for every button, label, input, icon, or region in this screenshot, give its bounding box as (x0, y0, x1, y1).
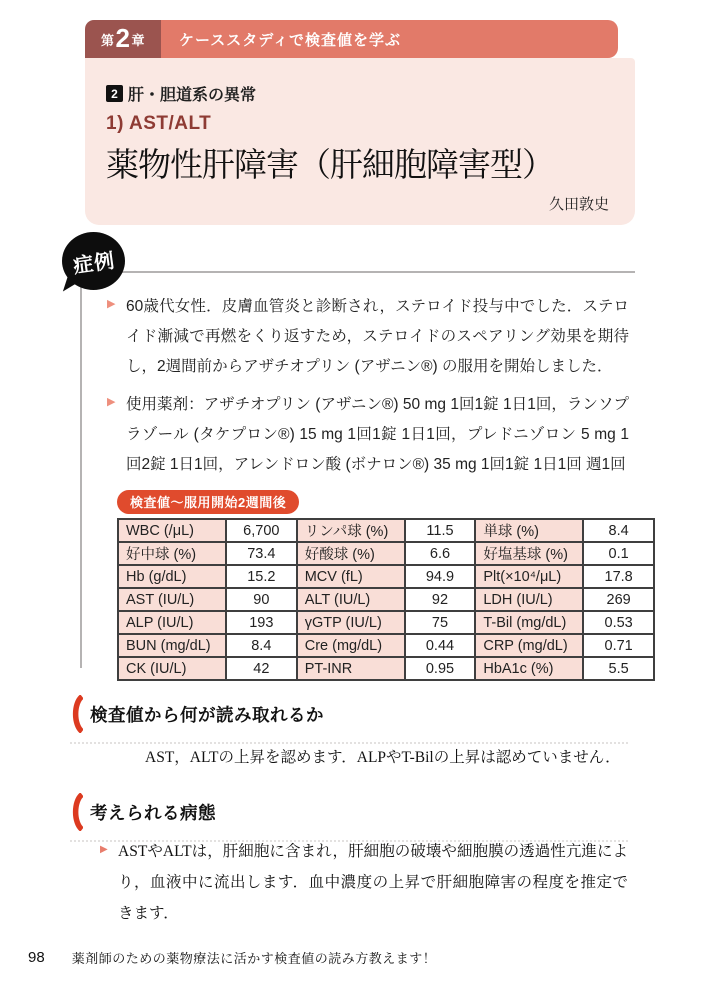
lab-test-value: 0.1 (583, 542, 654, 565)
case-bullet-list (107, 292, 629, 479)
page-footer (0, 948, 705, 967)
lab-test-name: CK (IU/L) (118, 657, 226, 680)
chapter-header-band (85, 20, 635, 58)
lab-table-body (118, 519, 654, 680)
lab-test-name: PT-INR (297, 657, 405, 680)
reading-section (70, 695, 628, 744)
lab-test-value: 0.44 (405, 634, 476, 657)
lab-test-name: Hb (g/dL) (118, 565, 226, 588)
pathology-bullet-list (100, 836, 628, 929)
subsection-title: 1) AST/ALT (106, 113, 212, 134)
case-badge-label: 症例 (71, 249, 117, 278)
lab-test-value: 92 (405, 588, 476, 611)
lab-test-name: BUN (mg/dL) (118, 634, 226, 657)
lab-table-row (118, 588, 654, 611)
case-bullet: ▶ 使用薬剤：アザチオプリン (アザニン®) 50 mg 1回1錠 1日1回，ランソプラゾール (タケプロン®) 15 mg 1回1錠 1日1回，プレドニゾロン 5 mg 1回2錠 1日1回，アレンドロン酸 (ボナロン®) 35 mg 1回1錠 1日1回 週1回 (107, 390, 629, 480)
lab-test-value: 15.2 (226, 565, 297, 588)
reading-section-header (70, 695, 628, 744)
pathology-section-header (70, 793, 628, 842)
chapter-number: 2 (115, 23, 131, 53)
lab-test-name: T-Bil (mg/dL) (475, 611, 583, 634)
case-bullet: ▶ 60歳代女性．皮膚血管炎と診断され，ステロイド投与中でした．ステロイド漸減で再燃をくり返すため，ステロイドのスペアリング効果を期待し，2週間前からアザチオプリン (アザニン®) の服用を開始しました． (107, 292, 629, 382)
lab-test-value: 73.4 (226, 542, 297, 565)
lab-table-row (118, 634, 654, 657)
book-title: 薬剤師のための薬物療法に活かす検査値の読み方教えます！ (71, 951, 437, 966)
lab-test-value: 0.53 (583, 611, 654, 634)
case-section (80, 271, 635, 677)
lab-test-name: γGTP (IU/L) (297, 611, 405, 634)
author-name: 久田敦史 (548, 197, 609, 213)
lab-test-value: 17.8 (583, 565, 654, 588)
lab-test-value: 0.71 (583, 634, 654, 657)
lab-test-name: MCV (fL) (297, 565, 405, 588)
lab-test-value: 90 (226, 588, 297, 611)
lab-test-name: 好塩基球 (%) (475, 542, 583, 565)
lab-test-value: 0.95 (405, 657, 476, 680)
lab-test-name: AST (IU/L) (118, 588, 226, 611)
lab-table-row (118, 657, 654, 680)
pathology-section-heading: 考えられる病態 (90, 802, 216, 823)
lab-values-badge: 検査値〜服用開始2週間後 (117, 490, 299, 514)
chapter-banner-title: ケーススタディで検査値を学ぶ (179, 31, 402, 49)
title-block (85, 58, 635, 225)
lab-test-name: WBC (/μL) (118, 519, 226, 542)
lab-values-table (117, 518, 655, 681)
pathology-bullet: ▶ ASTやALTは，肝細胞に含まれ，肝細胞の破壊や細胞膜の透過性亢進により，血液中に流出します．血中濃度の上昇で肝細胞障害の程度を推定できます． (100, 836, 628, 929)
lab-test-value: 8.4 (583, 519, 654, 542)
lab-test-value: 42 (226, 657, 297, 680)
page-number: 98 (28, 949, 45, 966)
page-title: 薬物性肝障害（肝細胞障害型） (106, 146, 554, 183)
chapter-prefix: 第 (101, 32, 115, 48)
lab-test-name: Plt(×10⁴/μL) (475, 565, 583, 588)
lab-test-value: 94.9 (405, 565, 476, 588)
lab-table-row (118, 542, 654, 565)
lab-test-name: Cre (mg/dL) (297, 634, 405, 657)
lab-test-name: 単球 (%) (475, 519, 583, 542)
lab-test-name: ALP (IU/L) (118, 611, 226, 634)
chapter-suffix: 章 (131, 32, 145, 48)
lab-test-value: 11.5 (405, 519, 476, 542)
section-number-badge: 2 (106, 85, 123, 102)
reading-section-body: AST，ALTの上昇を認めます．ALPやT-Bilの上昇は認めていません． (145, 749, 621, 766)
lab-test-value: 269 (583, 588, 654, 611)
lab-test-name: ALT (IU/L) (297, 588, 405, 611)
chapter-tab (85, 20, 161, 58)
lab-table-row (118, 565, 654, 588)
lab-test-name: HbA1c (%) (475, 657, 583, 680)
section-title: 肝・胆道系の異常 (128, 87, 257, 104)
lab-test-value: 6,700 (226, 519, 297, 542)
lab-test-name: LDH (IU/L) (475, 588, 583, 611)
chapter-banner (161, 20, 618, 58)
red-bracket-icon (70, 695, 83, 733)
lab-test-value: 75 (405, 611, 476, 634)
lab-table-row (118, 519, 654, 542)
lab-test-value: 6.6 (405, 542, 476, 565)
lab-test-value: 5.5 (583, 657, 654, 680)
lab-table-row (118, 611, 654, 634)
lab-test-name: 好酸球 (%) (297, 542, 405, 565)
lab-test-name: 好中球 (%) (118, 542, 226, 565)
reading-section-heading: 検査値から何が読み取れるか (90, 704, 324, 725)
lab-test-name: リンパ球 (%) (297, 519, 405, 542)
case-badge (62, 232, 125, 290)
lab-test-value: 193 (226, 611, 297, 634)
red-bracket-icon (70, 793, 83, 831)
lab-test-name: CRP (mg/dL) (475, 634, 583, 657)
section-line (106, 82, 609, 105)
pathology-section (70, 793, 628, 842)
lab-test-value: 8.4 (226, 634, 297, 657)
